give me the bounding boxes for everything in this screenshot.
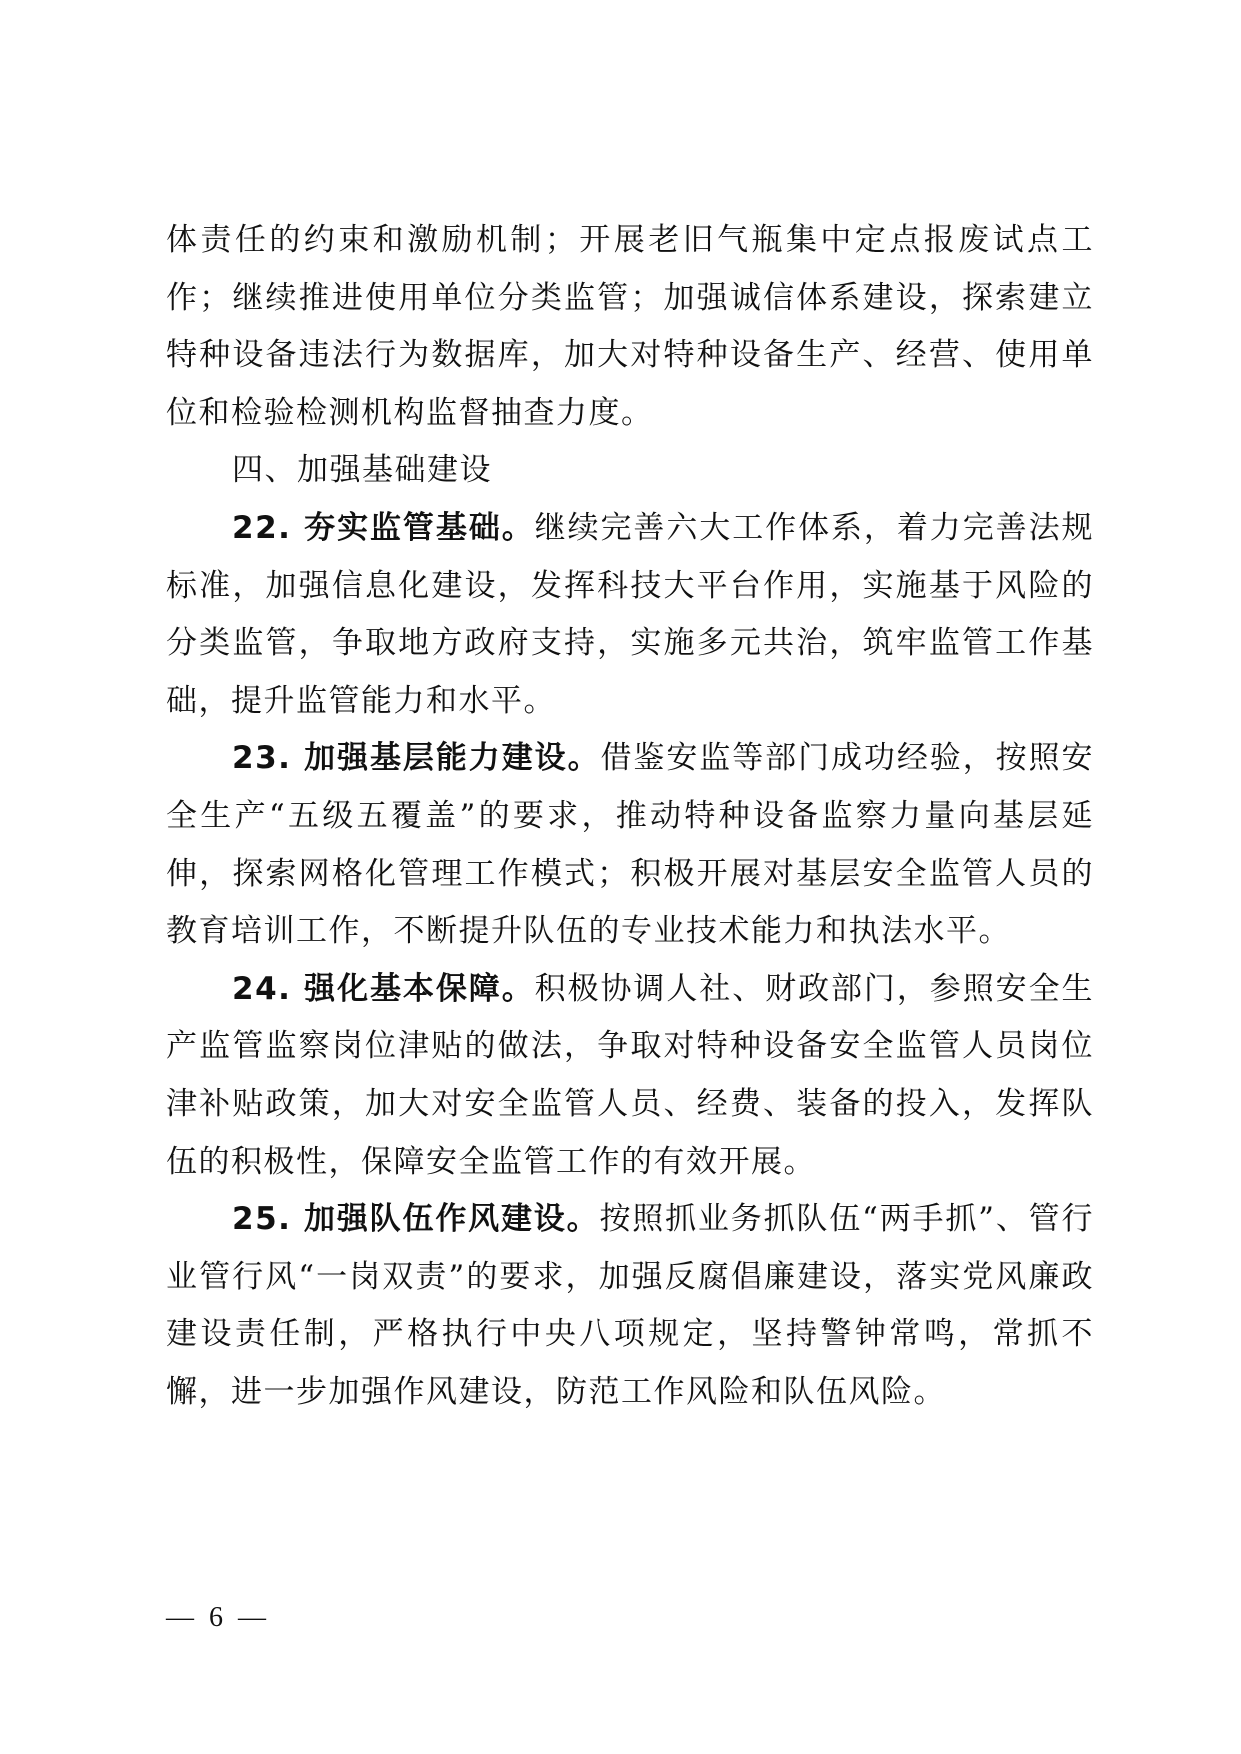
page-number: — 6 — — [166, 1602, 270, 1633]
item-lead-23: 23. 加强基层能力建设。 — [232, 740, 601, 777]
section-heading-text: 四、加强基础建设 — [232, 452, 492, 489]
item-lead-22: 22. 夯实监管基础。 — [232, 509, 535, 546]
paragraph-item-23 — [166, 730, 1094, 960]
paragraph-text: 体责任的约束和激励机制；开展老旧气瓶集中定点报废试点工作；继续推进使用单位分类监管；加强诚信体系建设，探索建立特种设备违法行为数据库，加大对特种设备生产、经营、使用单位和检验检测机构监督抽查力度。 — [166, 222, 1094, 431]
item-lead-24: 24. 强化基本保障。 — [232, 970, 535, 1007]
paragraph-item-24 — [166, 961, 1094, 1191]
item-text-23: 借鉴安监等部门成功经验，按照安全生产“五级五覆盖”的要求，推动特种设备监察力量向基层延伸，探索网格化管理工作模式；积极开展对基层安全监管人员的教育培训工作，不断提升队伍的专业技术能力和执法水平。 — [166, 740, 1094, 950]
item-text-25: 按照抓业务抓队伍“两手抓”、管行业管行风“一岗双责”的要求，加强反腐倡廉建设，落实党风廉政建设责任制，严格执行中央八项规定，坚持警钟常鸣，常抓不懈，进一步加强作风建设，防范工作风险和队伍风险。 — [166, 1201, 1094, 1410]
paragraph-item-22 — [166, 500, 1094, 730]
item-text-24: 积极协调人社、财政部门，参照安全生产监管监察岗位津贴的做法，争取对特种设备安全监管人员岗位津补贴政策，加大对安全监管人员、经费、装备的投入，发挥队伍的积极性，保障安全监管工作的有效开展。 — [166, 970, 1094, 1180]
paragraph-continuation — [166, 212, 1094, 442]
document-body — [166, 212, 1094, 1421]
item-text-22: 继续完善六大工作体系，着力完善法规标准，加强信息化建设，发挥科技大平台作用，实施基于风险的分类监管，争取地方政府支持，实施多元共治，筑牢监管工作基础，提升监管能力和水平。 — [166, 509, 1094, 719]
section-heading — [166, 442, 1094, 500]
item-lead-25: 25. 加强队伍作风建设。 — [232, 1201, 600, 1238]
paragraph-item-25 — [166, 1191, 1094, 1421]
